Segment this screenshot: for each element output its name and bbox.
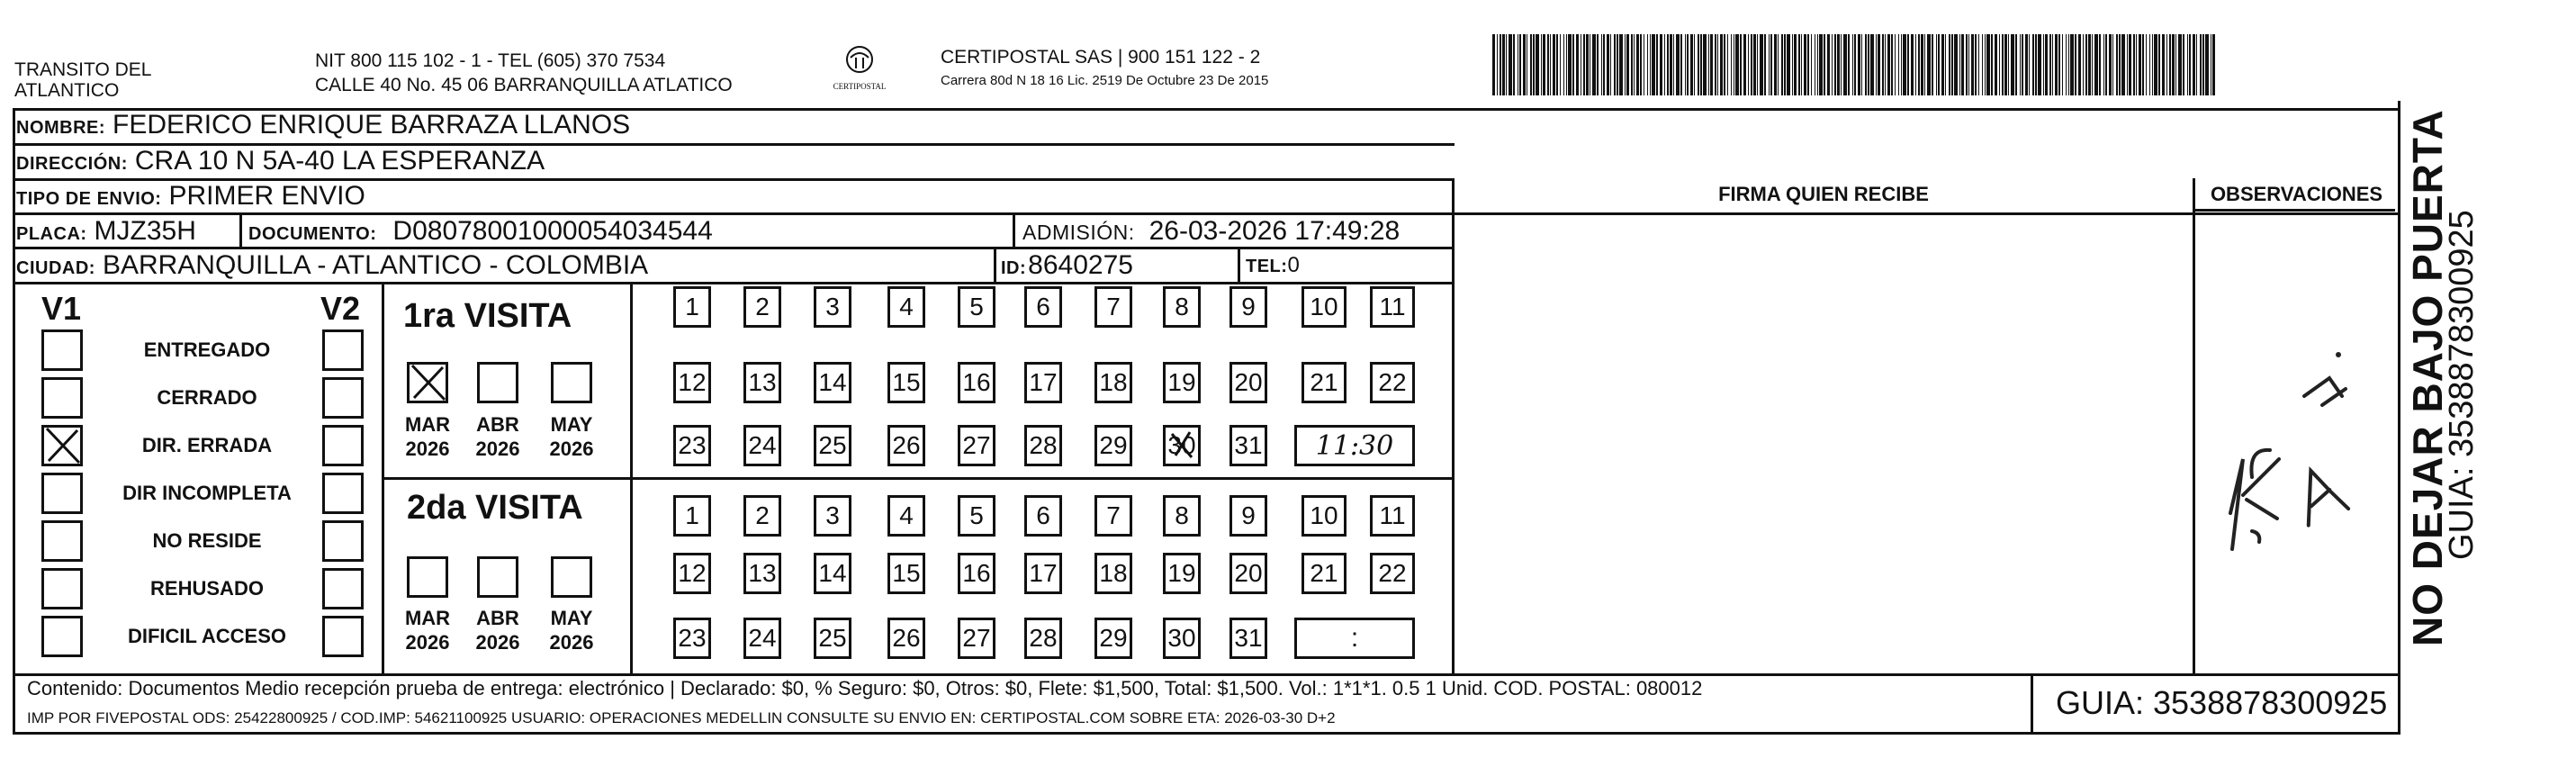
day-box[interactable]: 18 xyxy=(1094,553,1132,594)
status-reason-label: REHUSADO xyxy=(150,577,264,600)
barcode-bar xyxy=(2212,34,2215,95)
month-year: 2026 xyxy=(549,631,594,654)
status-reason-label: DIR INCOMPLETA xyxy=(122,482,292,504)
month-checkbox[interactable] xyxy=(407,362,448,403)
courier-name-line: CERTIPOSTAL SAS | 900 151 122 - 2 xyxy=(941,47,1261,68)
v2-checkbox[interactable] xyxy=(322,616,364,657)
day-box[interactable]: 26 xyxy=(887,618,925,659)
visit2-title: 2da VISITA xyxy=(407,489,583,527)
month-name: MAR xyxy=(404,413,451,436)
month-checkbox[interactable] xyxy=(551,556,592,598)
time-box[interactable]: 11:30 xyxy=(1294,425,1415,466)
issuer-name-line1: TRANSITO DEL xyxy=(14,59,152,80)
v1-checkbox[interactable] xyxy=(41,425,83,466)
certipostal-logo xyxy=(815,45,905,95)
direccion-label: DIRECCIÓN: xyxy=(16,154,128,174)
day-box[interactable]: 27 xyxy=(958,425,995,466)
tipo-envio-value: PRIMER ENVIO xyxy=(168,181,365,211)
day-box[interactable]: 31 xyxy=(1229,425,1267,466)
day-box[interactable]: 16 xyxy=(958,362,995,403)
month-name: ABR xyxy=(476,413,519,436)
documento-label: DOCUMENTO: xyxy=(248,224,377,244)
day-box[interactable]: 4 xyxy=(887,495,925,537)
day-box[interactable]: 7 xyxy=(1094,495,1132,537)
day-box[interactable]: 6 xyxy=(1024,495,1062,537)
v2-checkbox[interactable] xyxy=(322,425,364,466)
month-checkbox[interactable] xyxy=(407,556,448,598)
month-year: 2026 xyxy=(475,438,520,460)
month-year: 2026 xyxy=(549,438,594,460)
v1-checkbox[interactable] xyxy=(41,329,83,371)
day-box[interactable]: 13 xyxy=(743,362,781,403)
issuer-name xyxy=(14,59,151,101)
day-box[interactable]: 12 xyxy=(673,553,711,594)
day-box[interactable]: 20 xyxy=(1229,362,1267,403)
day-box[interactable]: 22 xyxy=(1370,553,1415,594)
day-box[interactable]: 14 xyxy=(814,553,851,594)
day-box[interactable]: 24 xyxy=(743,618,781,659)
day-box[interactable]: 30 xyxy=(1163,618,1201,659)
tel-value: 0 xyxy=(1287,253,1301,277)
ciudad-label: CIUDAD: xyxy=(16,258,95,278)
nit-line: NIT 800 115 102 - 1 - TEL (605) 370 7534 xyxy=(315,50,666,71)
tracking-barcode xyxy=(1492,34,2215,95)
month-name: MAR xyxy=(404,607,451,629)
month-year: 2026 xyxy=(405,631,450,654)
month-year: 2026 xyxy=(475,631,520,654)
day-box[interactable]: 14 xyxy=(814,362,851,403)
day-box[interactable]: 7 xyxy=(1094,286,1132,328)
day-box[interactable]: 10 xyxy=(1302,495,1347,537)
day-box[interactable]: 21 xyxy=(1302,362,1347,403)
v1-checkbox[interactable] xyxy=(41,377,83,419)
month-label xyxy=(540,606,603,654)
day-box[interactable]: 8 xyxy=(1163,286,1201,328)
day-box[interactable]: 17 xyxy=(1024,362,1062,403)
placa-field xyxy=(16,216,196,247)
day-box[interactable]: 8 xyxy=(1163,495,1201,537)
tel-field xyxy=(1246,253,1300,278)
day-box[interactable]: 18 xyxy=(1094,362,1132,403)
day-box[interactable]: 11 xyxy=(1370,286,1415,328)
day-box[interactable]: 25 xyxy=(814,425,851,466)
nombre-row xyxy=(16,110,630,140)
documento-value: D08078001000054034544 xyxy=(392,216,713,246)
contenido-line: Contenido: Documentos Medio recepción prueba de entrega: electrónico | Declarado: $0, % Seguro: $0, Otros: $0, Flete: $1,500, Total: $1,500. Vol.: 1*1*1. 0.5 1 Unid. COD. POSTAL: 080012 xyxy=(27,677,1703,699)
day-box[interactable]: 3 xyxy=(814,495,851,537)
day-box[interactable]: 10 xyxy=(1302,286,1347,328)
placa-label: PLACA: xyxy=(16,224,87,244)
day-box[interactable]: 16 xyxy=(958,553,995,594)
status-reason-label: DIR. ERRADA xyxy=(141,434,273,456)
day-box[interactable]: 26 xyxy=(887,425,925,466)
ciudad-field xyxy=(16,250,648,281)
day-box[interactable]: 22 xyxy=(1370,362,1415,403)
placa-value: MJZ35H xyxy=(94,216,196,246)
month-label xyxy=(396,412,459,461)
v2-checkbox[interactable] xyxy=(322,473,364,514)
side-guia-number: GUIA: 3538878300925 xyxy=(2443,210,2481,560)
x-mark-icon xyxy=(1163,425,1201,466)
firma-header: FIRMA QUIEN RECIBE xyxy=(1718,183,1929,205)
id-label: ID: xyxy=(1001,258,1027,278)
day-box[interactable]: 9 xyxy=(1229,495,1267,537)
day-box[interactable]: 6 xyxy=(1024,286,1062,328)
v1-checkbox[interactable] xyxy=(41,473,83,514)
imp-line: IMP POR FIVEPOSTAL ODS: 25422800925 / COD.IMP: 54621100925 USUARIO: OPERACIONES MEDELLIN CONSULTE SU ENVIO EN: CERTIPOSTAL.COM SOBRE ETA: 2026-03-30 D+2 xyxy=(27,709,1336,726)
footer-guia-number: GUIA: 3538878300925 xyxy=(2056,684,2388,721)
status-reason-label: NO RESIDE xyxy=(152,529,262,552)
observaciones-handwriting xyxy=(2196,342,2394,612)
v1-checkbox[interactable] xyxy=(41,568,83,609)
month-checkbox[interactable] xyxy=(477,556,518,598)
observaciones-header: OBSERVACIONES xyxy=(2210,183,2383,205)
day-box[interactable]: 20 xyxy=(1229,553,1267,594)
id-value: 8640275 xyxy=(1028,250,1133,280)
day-box[interactable]: 3 xyxy=(814,286,851,328)
day-box[interactable]: 1 xyxy=(673,286,711,328)
admision-field xyxy=(1022,216,1400,247)
nombre-label: NOMBRE: xyxy=(16,118,106,138)
v2-checkbox[interactable] xyxy=(322,329,364,371)
day-box[interactable]: 17 xyxy=(1024,553,1062,594)
day-box[interactable]: 27 xyxy=(958,618,995,659)
visit1-title: 1ra VISITA xyxy=(403,297,572,335)
day-box[interactable]: 24 xyxy=(743,425,781,466)
admision-value: 26-03-2026 17:49:28 xyxy=(1148,216,1401,246)
x-mark-icon xyxy=(407,362,448,403)
day-box[interactable]: 5 xyxy=(958,286,995,328)
admision-label: ADMISIÓN: xyxy=(1022,221,1135,244)
day-box[interactable]: 12 xyxy=(673,362,711,403)
day-box[interactable]: 1 xyxy=(673,495,711,537)
day-box[interactable]: 21 xyxy=(1302,553,1347,594)
day-box[interactable]: 30 xyxy=(1163,425,1201,466)
v1-header: V1 xyxy=(41,290,82,327)
documento-field xyxy=(248,216,713,247)
month-checkbox[interactable] xyxy=(551,362,592,403)
month-label xyxy=(396,606,459,654)
warning-no-dejar-bajo-puerta: NO DEJAR BAJO PUERTA xyxy=(2404,109,2451,646)
v2-checkbox[interactable] xyxy=(322,520,364,562)
direccion-value: CRA 10 N 5A-40 LA ESPERANZA xyxy=(134,146,545,176)
month-label xyxy=(466,606,529,654)
v2-checkbox[interactable] xyxy=(322,377,364,419)
month-year: 2026 xyxy=(405,438,450,460)
day-box[interactable]: 13 xyxy=(743,553,781,594)
ciudad-value: BARRANQUILLA - ATLANTICO - COLOMBIA xyxy=(102,250,649,280)
tel-label: TEL: xyxy=(1246,257,1288,276)
day-box[interactable]: 15 xyxy=(887,362,925,403)
month-name: ABR xyxy=(476,607,519,629)
direccion-row xyxy=(16,146,545,176)
day-box[interactable]: 28 xyxy=(1024,425,1062,466)
issuer-contact xyxy=(315,50,733,95)
address-line: CALLE 40 No. 45 06 BARRANQUILLA ATLATICO xyxy=(315,75,733,95)
day-box[interactable]: 25 xyxy=(814,618,851,659)
day-box[interactable]: 15 xyxy=(887,553,925,594)
month-label xyxy=(466,412,529,461)
nombre-value: FEDERICO ENRIQUE BARRAZA LLANOS xyxy=(113,110,631,140)
day-box[interactable]: 29 xyxy=(1094,425,1132,466)
time-box[interactable]: : xyxy=(1294,618,1415,659)
month-label xyxy=(540,412,603,461)
day-box[interactable]: 5 xyxy=(958,495,995,537)
courier-license-line: Carrera 80d N 18 16 Lic. 2519 De Octubre 23 De 2015 xyxy=(941,73,1269,88)
day-box[interactable]: 19 xyxy=(1163,362,1201,403)
v1-checkbox[interactable] xyxy=(41,520,83,562)
certipostal-logo-text: CERTIPOSTAL xyxy=(833,82,887,91)
status-reason-label: CERRADO xyxy=(157,386,257,409)
v1-checkbox[interactable] xyxy=(41,616,83,657)
month-name: MAY xyxy=(550,413,593,436)
day-box[interactable]: 28 xyxy=(1024,618,1062,659)
issuer-name-line2: ATLANTICO xyxy=(14,80,120,101)
day-box[interactable]: 11 xyxy=(1370,495,1415,537)
day-box[interactable]: 29 xyxy=(1094,618,1132,659)
month-checkbox[interactable] xyxy=(477,362,518,403)
certipostal-logo-icon xyxy=(842,45,878,77)
v2-checkbox[interactable] xyxy=(322,568,364,609)
x-mark-icon xyxy=(41,425,83,466)
id-field xyxy=(1001,250,1133,281)
day-box[interactable]: 4 xyxy=(887,286,925,328)
status-reason-label: ENTREGADO xyxy=(143,338,271,361)
status-reason-label: DIFICIL ACCESO xyxy=(127,625,286,647)
day-box[interactable]: 23 xyxy=(673,618,711,659)
day-box[interactable]: 23 xyxy=(673,425,711,466)
courier-info xyxy=(941,47,1268,88)
tipo-envio-row xyxy=(16,181,365,212)
day-box[interactable]: 2 xyxy=(743,286,781,328)
day-box[interactable]: 2 xyxy=(743,495,781,537)
v2-header: V2 xyxy=(320,290,361,327)
day-box[interactable]: 9 xyxy=(1229,286,1267,328)
month-name: MAY xyxy=(550,607,593,629)
day-box[interactable]: 19 xyxy=(1163,553,1201,594)
day-box[interactable]: 31 xyxy=(1229,618,1267,659)
tipo-envio-label: TIPO DE ENVIO: xyxy=(16,189,162,209)
